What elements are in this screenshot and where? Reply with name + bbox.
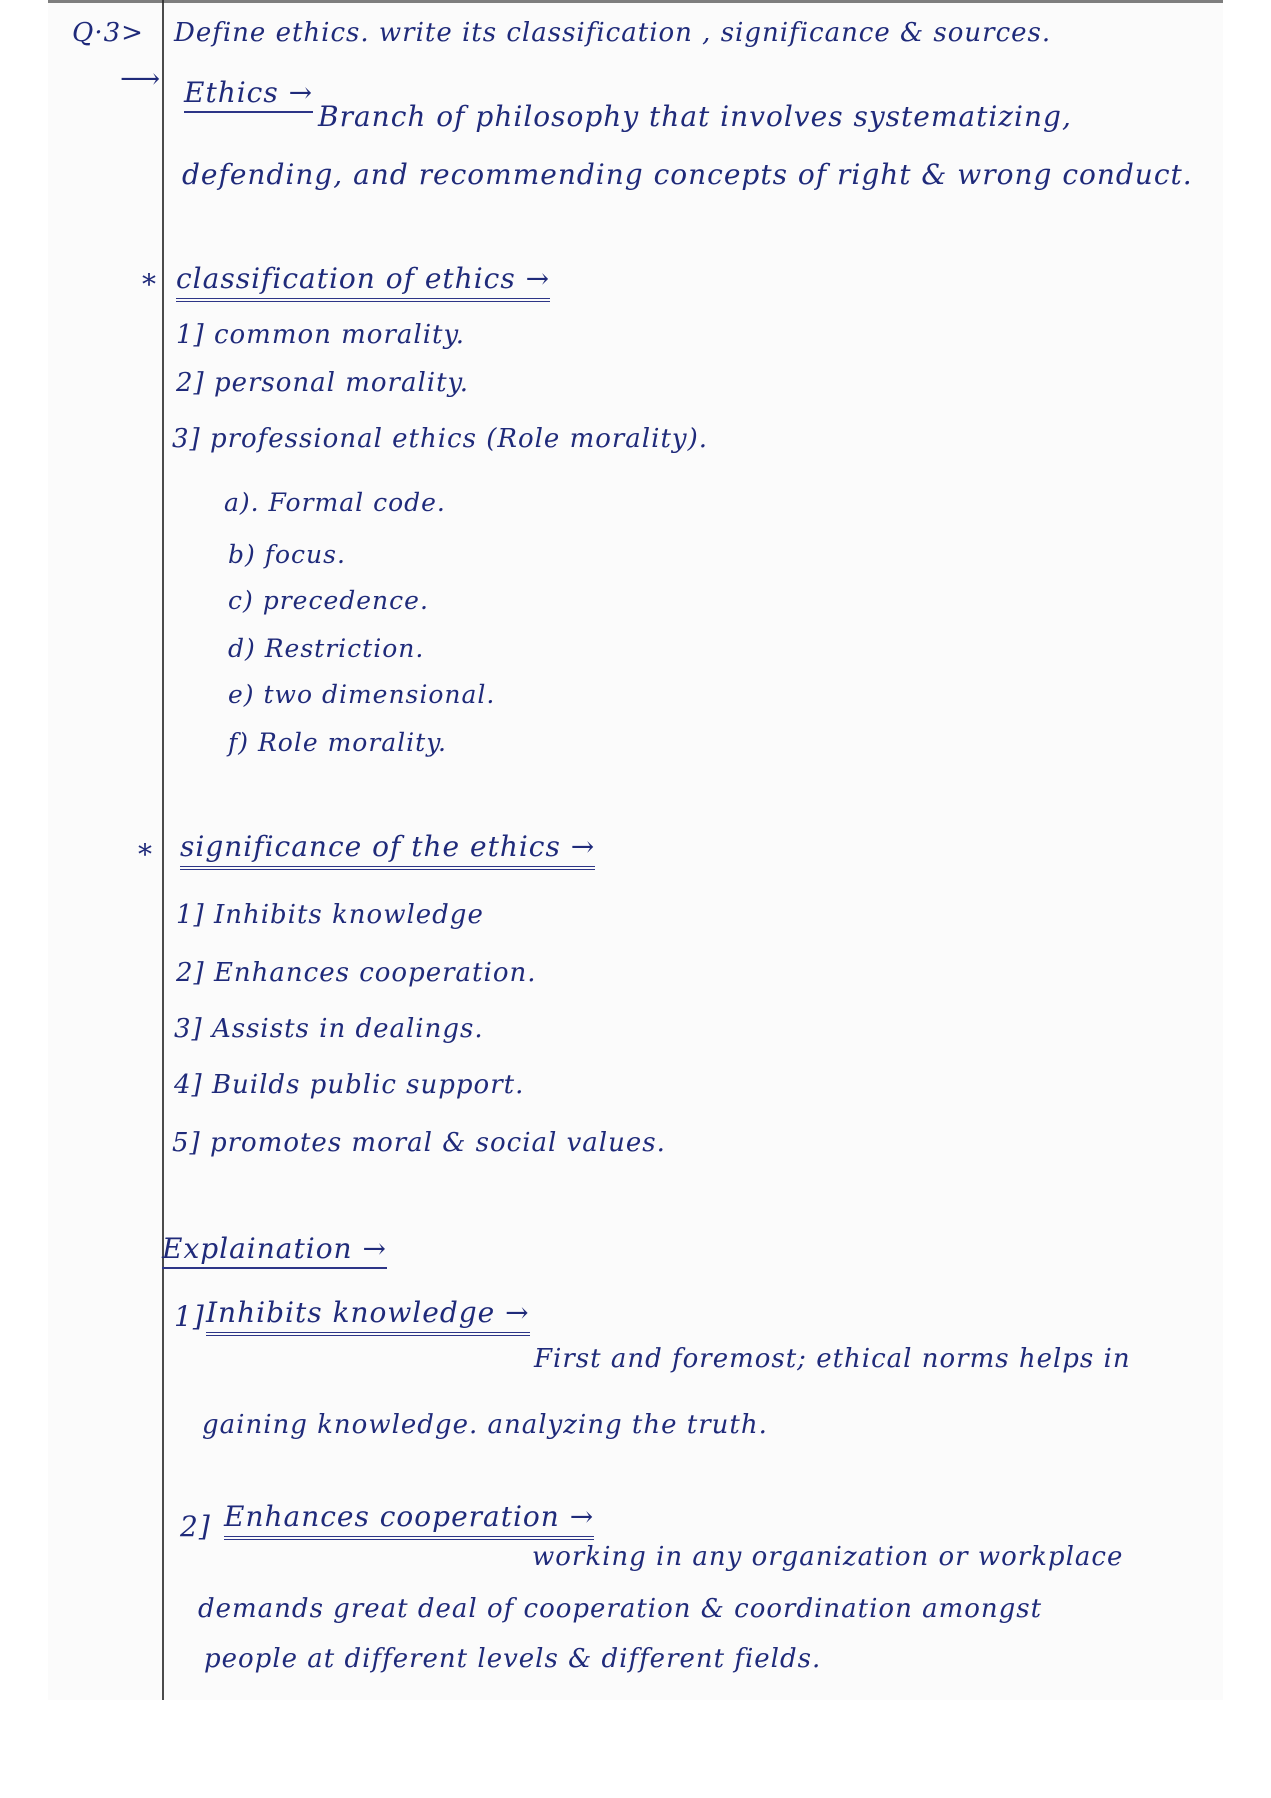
margin-line — [162, 0, 164, 1700]
question-text: Define ethics. write its classification , significance & sources. — [174, 18, 1052, 48]
answer-arrow-icon: ⟶ — [120, 62, 161, 95]
significance-item-5: 5] promotes moral & social values. — [172, 1128, 666, 1158]
classification-item-2: 2] personal morality. — [176, 368, 470, 398]
significance-item-4: 4] Builds public support. — [174, 1070, 525, 1100]
explanation-point-2-line-1: working in any organization or workplace — [532, 1542, 1124, 1572]
significance-item-1: 1] Inhibits knowledge — [176, 900, 484, 930]
explanation-point-1-line-2: gaining knowledge. analyzing the truth. — [202, 1410, 768, 1440]
explanation-point-1-line-1: First and foremost; ethical norms helps in — [534, 1344, 1131, 1374]
question-number: Q·3> — [72, 18, 144, 48]
explanation-point-2-line-2: demands great deal of cooperation & coordination amongst — [198, 1594, 1043, 1624]
explanation-heading: Explaination → — [162, 1232, 387, 1269]
classification-sub-item-b: b) focus. — [228, 540, 346, 569]
explanation-point-1-title: Inhibits knowledge → — [206, 1296, 530, 1336]
significance-item-3: 3] Assists in dealings. — [174, 1014, 484, 1044]
classification-sub-item-e: e) two dimensional. — [228, 680, 496, 709]
explanation-point-2-line-3: people at different levels & different fields. — [204, 1644, 822, 1674]
classification-heading: classification of ethics → — [176, 262, 550, 302]
explanation-point-2-label: 2] — [180, 1510, 211, 1543]
classification-item-3: 3] professional ethics (Role morality). — [172, 424, 708, 454]
definition-line-2: defending, and recommending concepts of right & wrong conduct. — [182, 158, 1193, 191]
classification-sub-item-d: d) Restriction. — [228, 634, 425, 663]
explanation-point-2-title: Enhances cooperation → — [224, 1500, 594, 1540]
classification-item-1: 1] common morality. — [176, 320, 465, 350]
significance-star: * — [138, 838, 153, 871]
significance-item-2: 2] Enhances cooperation. — [176, 958, 537, 988]
definition-line-1: Branch of philosophy that involves systematizing, — [318, 100, 1072, 133]
definition-heading: Ethics → — [184, 76, 313, 113]
significance-heading: significance of the ethics → — [180, 830, 595, 870]
classification-sub-item-a: a). Formal code. — [224, 488, 446, 517]
classification-sub-item-c: c) precedence. — [228, 586, 429, 615]
page-top-edge — [48, 0, 1223, 3]
classification-star: * — [142, 268, 157, 301]
classification-sub-item-f: f) Role morality. — [228, 728, 447, 757]
explanation-point-1-label: 1] — [174, 1300, 205, 1333]
